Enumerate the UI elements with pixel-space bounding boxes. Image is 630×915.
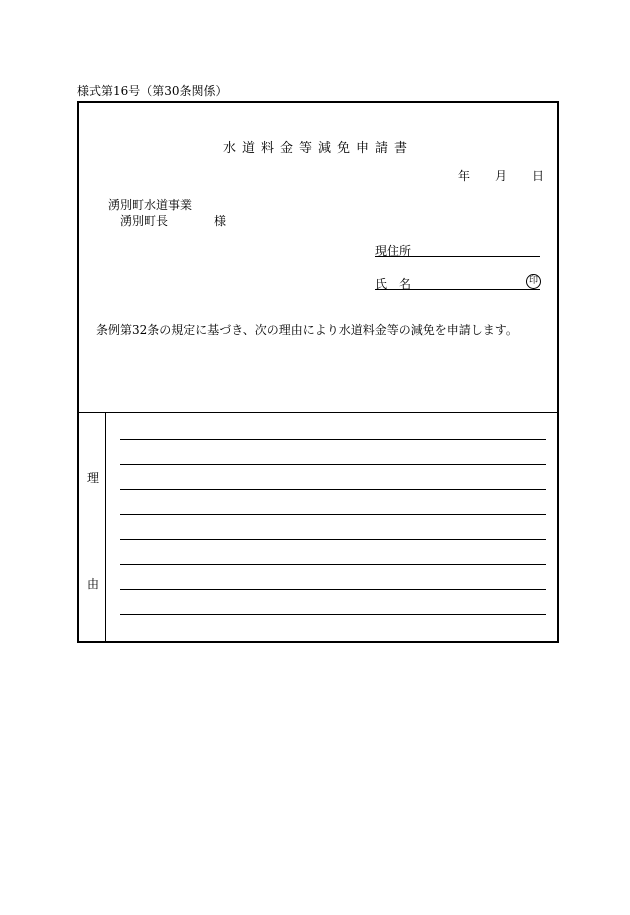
address-label: 現住所 — [375, 244, 412, 258]
reason-writing-line[interactable] — [120, 564, 546, 565]
application-statement: 条例第32条の規定に基づき、次の理由により水道料金等の減免を申請します。 — [96, 323, 518, 337]
reason-label-top: 理 — [87, 471, 100, 485]
addressee-title: 湧別町長 — [120, 214, 169, 228]
addressee-organization: 湧別町水道事業 — [108, 198, 193, 212]
reason-writing-line[interactable] — [120, 589, 546, 590]
reason-writing-line[interactable] — [120, 614, 546, 615]
reason-writing-line[interactable] — [120, 439, 546, 440]
seal-mark-icon: 印 — [526, 274, 541, 289]
reason-writing-line[interactable] — [120, 539, 546, 540]
name-field-line[interactable] — [375, 289, 540, 290]
date-month: 月 — [495, 169, 508, 183]
form-title: 水道料金等減免申請書 — [222, 141, 413, 156]
reason-writing-line[interactable] — [120, 489, 546, 490]
reason-writing-line[interactable] — [120, 514, 546, 515]
date-year: 年 — [458, 169, 471, 183]
reason-column-divider — [105, 413, 106, 641]
name-label: 氏 名 — [375, 277, 412, 291]
application-form — [77, 101, 559, 643]
date-day: 日 — [532, 169, 545, 183]
reason-writing-line[interactable] — [120, 464, 546, 465]
form-number: 様式第16号（第30条関係） — [77, 84, 228, 98]
reason-label-bottom: 由 — [87, 577, 100, 591]
addressee-honorific: 様 — [214, 214, 227, 228]
reason-section — [79, 413, 557, 641]
address-field-line[interactable] — [375, 256, 540, 257]
